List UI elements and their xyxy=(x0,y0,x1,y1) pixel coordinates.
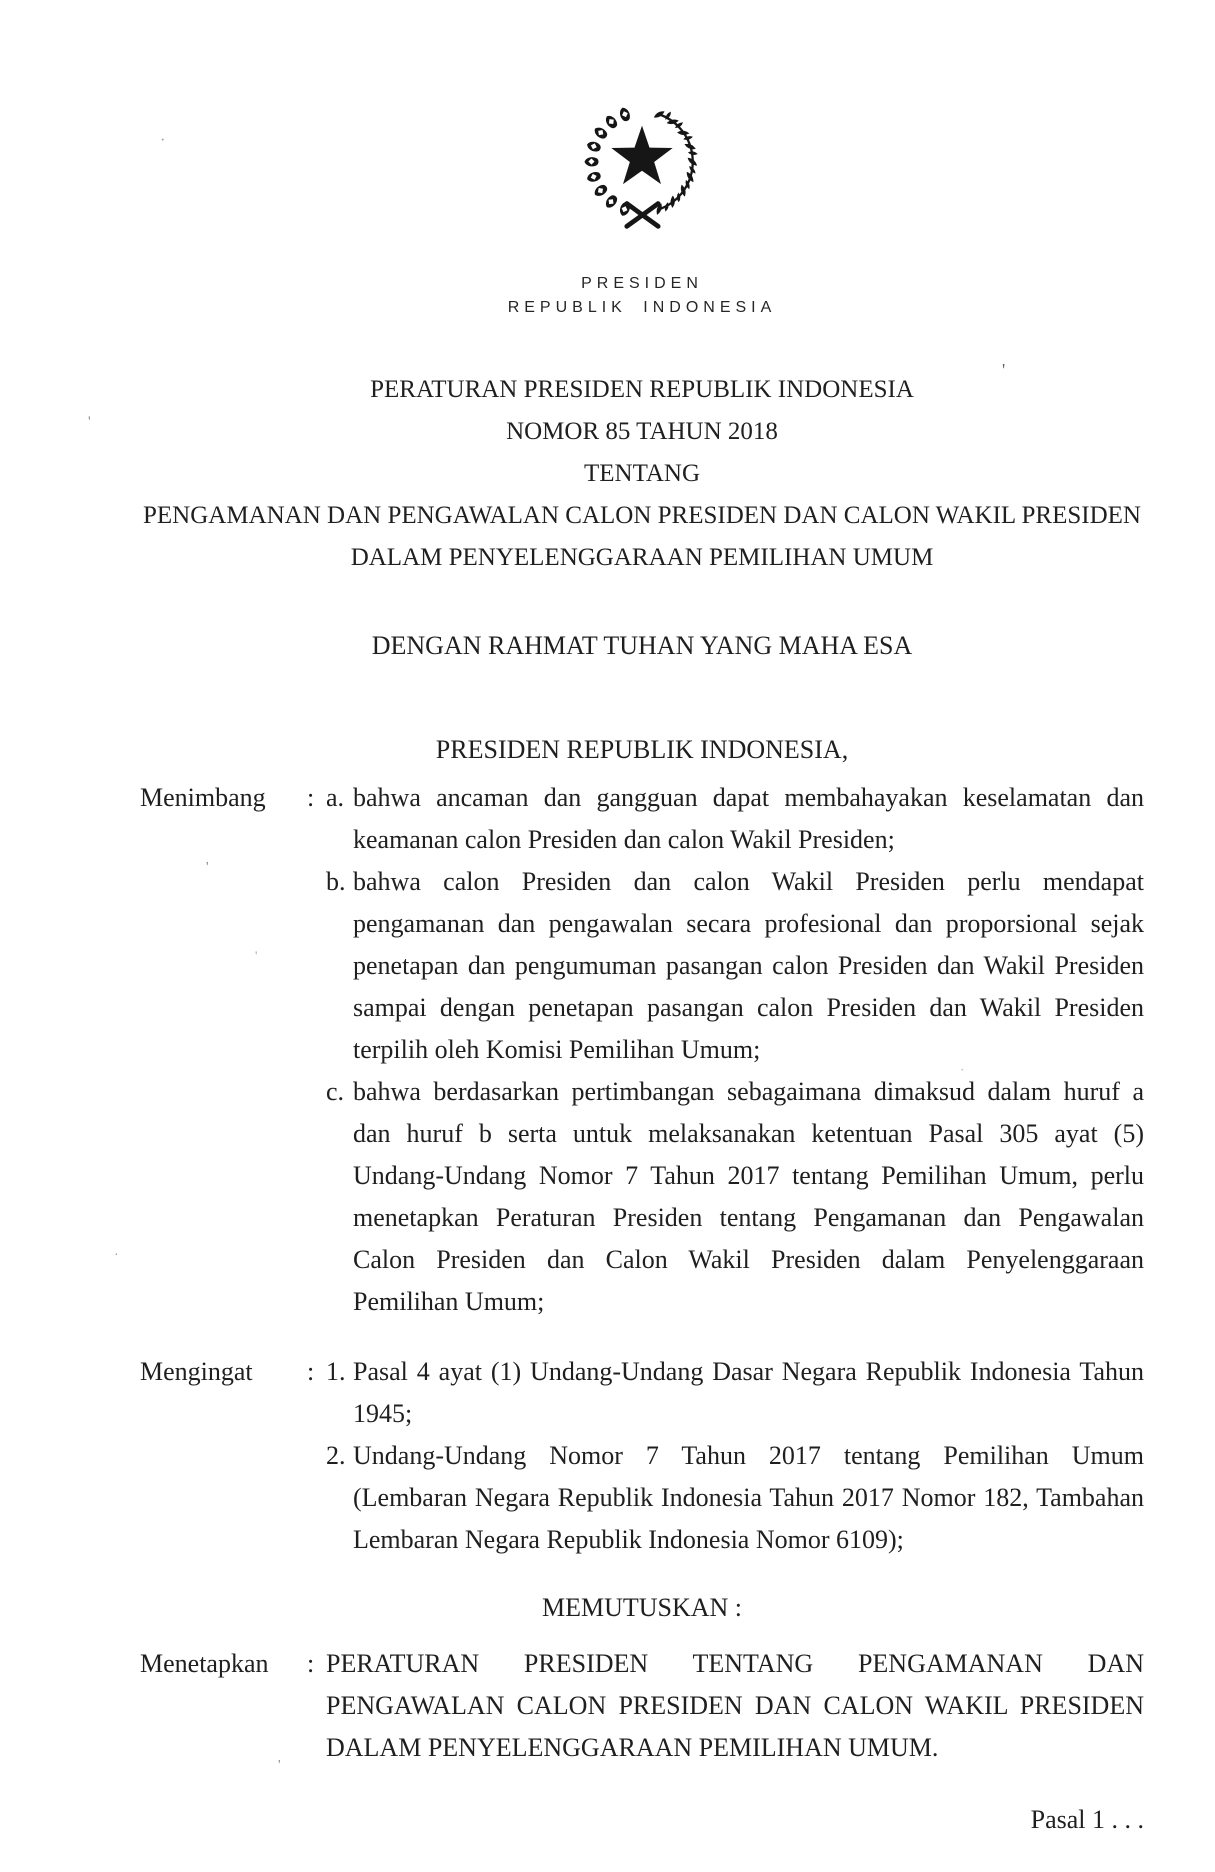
item-text: bahwa berdasarkan pertimbangan sebagaimana dimaksud dalam huruf a dan huruf b serta untuk melaksanakan ketentuan Pasal 305 ayat (5) Undang-Undang Nomor 7 Tahun 2017 tentang Pemilihan Umum, perlu menetapkan Peraturan Presiden tentang Pengamanan dan Pengawalan Calon Presiden dan Calon Wakil Presiden dalam Penyelenggaraan Pemilihan Umum; xyxy=(353,1077,1144,1316)
star-icon xyxy=(611,126,672,184)
clause-colon: : xyxy=(307,1357,315,1386)
item-marker: 2. xyxy=(326,1441,346,1470)
clause-colon: : xyxy=(307,1649,315,1678)
title-tentang: TENTANG xyxy=(583,460,701,487)
item-marker: a. xyxy=(326,783,345,812)
title-block xyxy=(140,369,1144,579)
letterhead-republik: REPUBLIK INDONESIA xyxy=(507,299,777,316)
item-text: Undang-Undang Nomor 7 Tahun 2017 tentang Pemilihan Umum (Lembaran Negara Republik Indonesia Tahun 2017 Nomor 182, Tambahan Lembaran Negara Republik Indonesia Nomor 6109); xyxy=(353,1441,1144,1554)
considering-item-c xyxy=(326,1071,1144,1323)
item-marker: 1. xyxy=(326,1357,346,1386)
catchword: Pasal 1 . . . xyxy=(1030,1805,1144,1834)
recalling-item-2 xyxy=(326,1435,1144,1561)
item-marker: b. xyxy=(326,867,346,896)
considering-item-a xyxy=(326,777,1144,861)
scan-artifact: · xyxy=(960,1062,965,1077)
clause-colon: : xyxy=(307,783,315,812)
recalling-clause xyxy=(140,1351,1144,1561)
scan-artifact: ' xyxy=(1002,360,1006,380)
title-subject-1: PENGAMANAN DAN PENGAWALAN CALON PRESIDEN DAN CALON WAKIL PRESIDEN xyxy=(143,502,1141,529)
title-subject-2: DALAM PENYELENGGARAAN PEMILIHAN UMUM xyxy=(350,544,934,571)
letterhead xyxy=(140,0,1144,319)
preamble-clauses xyxy=(140,777,1144,1561)
item-text: Pasal 4 ayat (1) Undang-Undang Dasar Negara Republik Indonesia Tahun 1945; xyxy=(353,1357,1144,1428)
letterhead-presiden: PRESIDEN xyxy=(581,275,703,292)
considering-clause xyxy=(140,777,1144,1323)
scan-artifact: ' xyxy=(255,948,258,963)
enacting-clause xyxy=(140,1643,1144,1769)
enacting-text: PERATURAN PRESIDEN TENTANG PENGAMANAN DAN PENGAWALAN CALON PRESIDEN DAN CALON WAKIL PRESIDEN DALAM PENYELENGGARAAN PEMILIHAN UMUM. xyxy=(326,1649,1144,1762)
scan-artifact: · xyxy=(160,132,166,149)
recalling-item-1 xyxy=(326,1351,1144,1435)
authority-line: PRESIDEN REPUBLIK INDONESIA, xyxy=(435,735,849,764)
scan-artifact: ' xyxy=(278,1758,281,1773)
clause-label-mengingat: Mengingat xyxy=(140,1357,253,1386)
considering-item-b xyxy=(326,861,1144,1071)
title-regulation: PERATURAN PRESIDEN REPUBLIK INDONESIA xyxy=(370,376,914,403)
scan-artifact: ' xyxy=(206,860,209,875)
presidential-emblem xyxy=(566,94,718,239)
clause-label-menimbang: Menimbang xyxy=(140,783,266,812)
item-text: bahwa calon Presiden dan calon Wakil Presiden perlu mendapat pengamanan dan pengawalan secara profesional dan proporsional sejak penetapan dan pengumuman pasangan calon Presiden dan Wakil Presiden sampai dengan penetapan pasangan calon Presiden dan Wakil Presiden terpilih oleh Komisi Pemilihan Umum; xyxy=(353,867,1144,1064)
scan-artifact: ' xyxy=(88,414,91,430)
recalling-items xyxy=(326,1351,1144,1561)
crossed-stems xyxy=(627,204,658,227)
title-number: NOMOR 85 TAHUN 2018 xyxy=(506,418,778,445)
clause-label-menetapkan: Menetapkan xyxy=(140,1649,269,1678)
considering-items xyxy=(326,777,1144,1323)
item-text: bahwa ancaman dan gangguan dapat membahayakan keselamatan dan keamanan calon Presiden dan calon Wakil Presiden; xyxy=(353,783,1144,854)
wreath-left xyxy=(585,106,632,217)
decision-heading: MEMUTUSKAN : xyxy=(541,1593,743,1622)
wreath-right xyxy=(653,110,699,216)
invocation-line: DENGAN RAHMAT TUHAN YANG MAHA ESA xyxy=(371,631,913,660)
scan-artifact: · xyxy=(114,1248,119,1263)
item-marker: c. xyxy=(326,1077,345,1106)
